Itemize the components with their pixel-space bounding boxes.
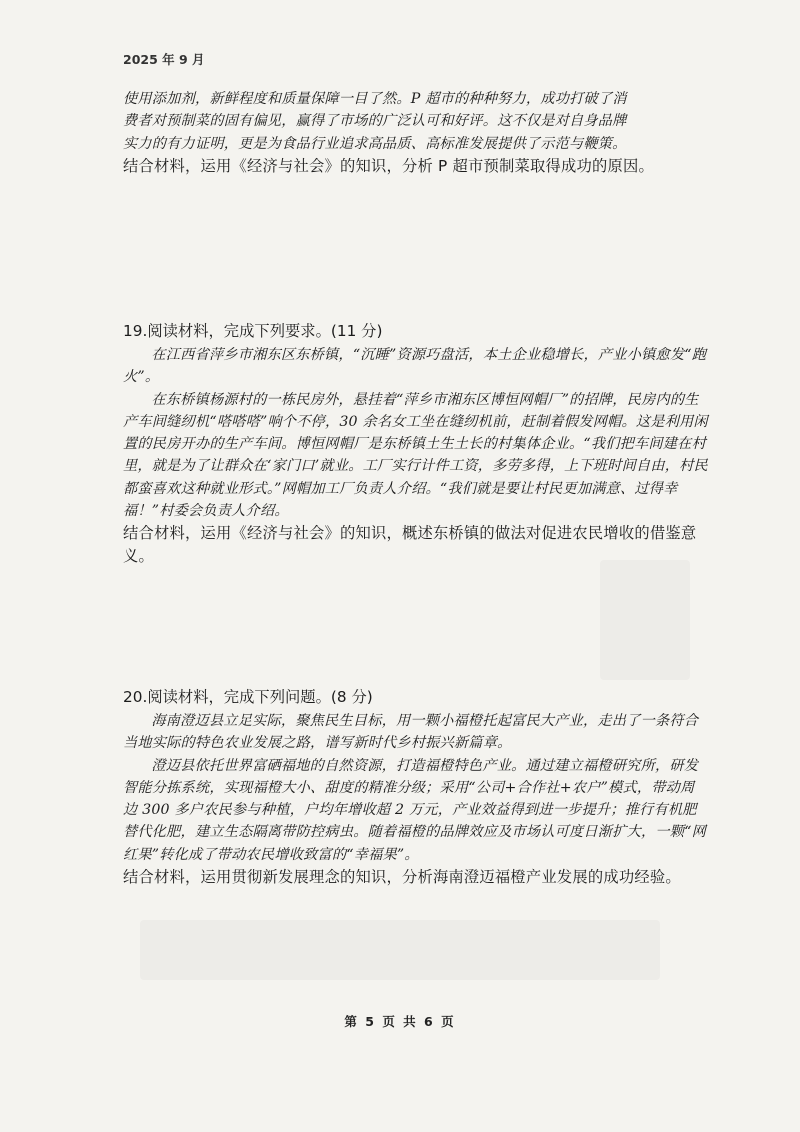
q19-material-para-1: 在江西省萍乡市湘东区东桥镇，“沉睡”资源巧盘活，本土企业稳增长，产业小镇愈发“跑火”。 bbox=[123, 347, 707, 386]
q20-material-para-1: 海南澄迈县立足实际，聚焦民生目标，用一颗小福橙托起富民大产业，走出了一条符合当地实际的特色农业发展之路，谱写新时代乡村振兴新篇章。 bbox=[123, 713, 699, 752]
q18-material-line-1: 使用添加剂，新鲜程度和质量保障一目了然。P 超市的种种努力，成功打破了消 bbox=[123, 91, 627, 107]
q19-block bbox=[123, 320, 708, 568]
q18-block bbox=[123, 88, 708, 178]
header-date: 2025 年 9 月 bbox=[123, 52, 205, 67]
q18-material-line-3: 实力的有力证明，更是为食品行业追求高品质、高标准发展提供了示范与鞭策。 bbox=[123, 135, 627, 152]
q20-title: 20.阅读材料，完成下列问题。(8 分) bbox=[123, 688, 373, 706]
q18-prompt: 结合材料，运用《经济与社会》的知识，分析 P 超市预制菜取得成功的原因。 bbox=[123, 156, 654, 175]
scan-smudge bbox=[140, 920, 660, 980]
q20-prompt: 结合材料，运用贯彻新发展理念的知识，分析海南澄迈福橙产业发展的成功经验。 bbox=[123, 868, 681, 887]
q18-material-line-2: 费者对预制菜的固有偏见，赢得了市场的广泛认可和好评。这不仅是对自身品牌 bbox=[123, 113, 627, 130]
scan-smudge bbox=[600, 560, 690, 680]
page-number: 第 5 页 共 6 页 bbox=[344, 1014, 456, 1029]
q20-block bbox=[123, 686, 708, 889]
q19-material-para-2: 在东桥镇杨源村的一栋民房外，悬挂着“萍乡市湘东区博恒网帽厂”的招牌，民房内的生产车间缝纫机“嗒嗒嗒”响个不停，30 余名女工坐在缝纫机前，赶制着假发网帽。这是利用闲置的民房开办的生产车间。博恒网帽厂是东桥镇土生土长的村集体企业。“我们把车间建在村里，就是为了让群众在‘家门口’就业。工厂实行计件工资，多劳多得，上下班时间自由，村民都蛮喜欢这种就业形式。”网帽加工厂负责人介绍。“我们就是要让村民更加满意、过得幸福！”村委会负责人介绍。 bbox=[123, 391, 708, 520]
q19-prompt: 结合材料，运用《经济与社会》的知识，概述东桥镇的做法对促进农民增收的借鉴意义。 bbox=[123, 524, 697, 566]
q19-title: 19.阅读材料，完成下列要求。(11 分) bbox=[123, 322, 383, 340]
q20-material-para-2: 澄迈县依托世界富硒福地的自然资源，打造福橙特色产业。通过建立福橙研究所，研发智能分拣系统，实现福橙大小、甜度的精准分级；采用“公司+合作社+农户”模式，带动周边 300 多户农民参与种植，户均年增收超 2 万元，产业效益得到进一步提升；推行有机肥替代化肥，建立生态隔离带防控病虫。随着福橙的品牌效应及市场认可度日渐扩大，一颗“网红果”转化成了带动农民增收致富的“幸福果”。 bbox=[123, 757, 706, 863]
